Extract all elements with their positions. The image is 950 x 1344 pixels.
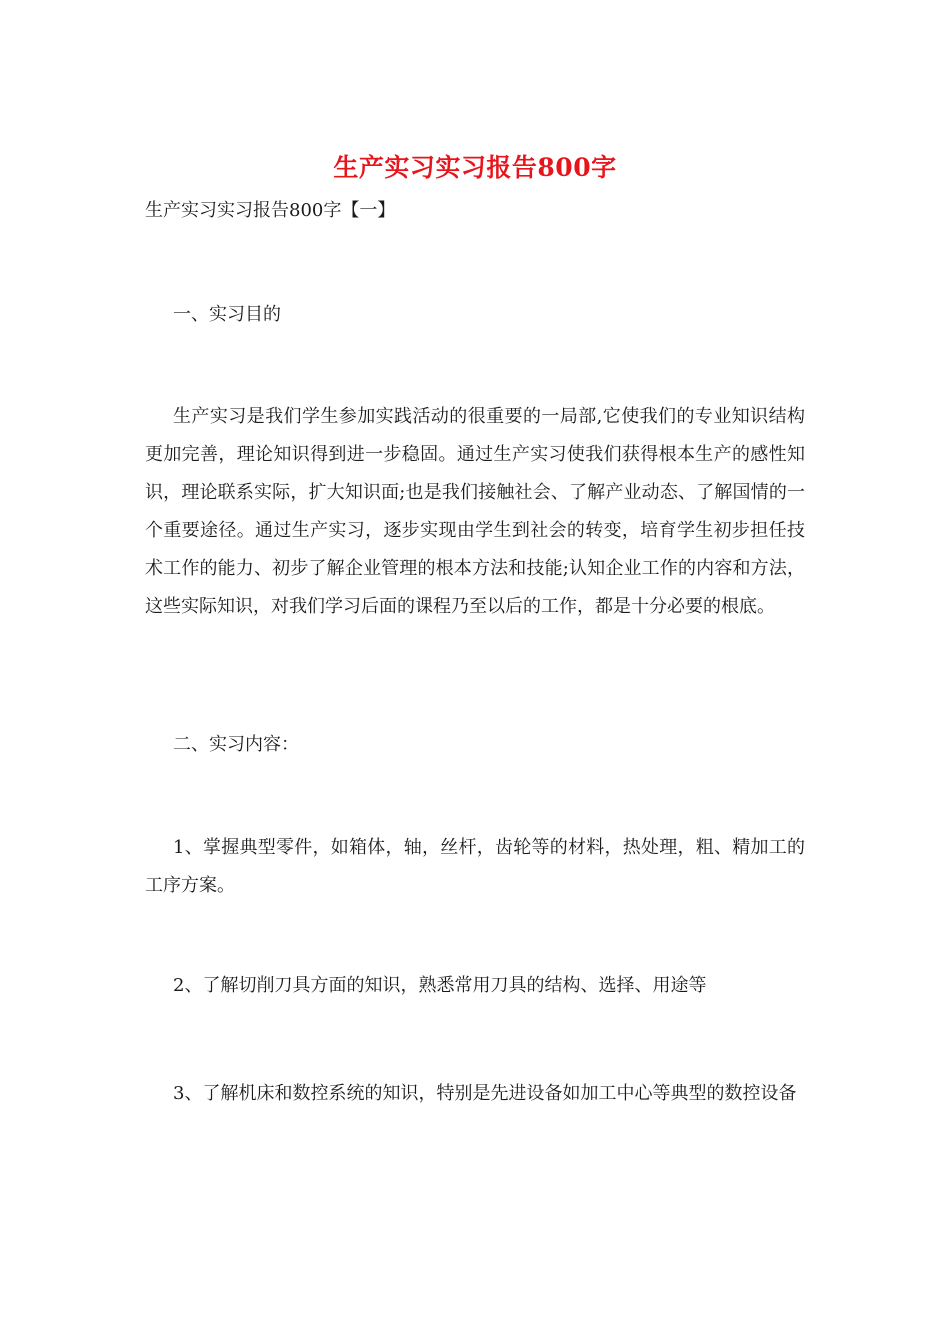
list-item: 1、掌握典型零件，如箱体，轴，丝杆，齿轮等的材料，热处理，粗、精加工的工序方案。 [145,837,805,896]
list-item: 2、了解切削刀具方面的知识，熟悉常用刀具的结构、选择、用途等 [173,975,707,996]
list-item: 3、了解机床和数控系统的知识，特别是先进设备如加工中心等典型的数控设备 [173,1083,797,1104]
section-heading-content: 二、实习内容： [173,734,299,755]
section-paragraph-purpose: 生产实习是我们学生参加实践活动的很重要的一局部,它使我们的专业知识结构更加完善，理论知识得到进一步稳固。通过生产实习使我们获得根本生产的感性知识，理论联系实际，扩大知识面;也是我们接触社会、了解产业动态、了解国情的一个重要途径。通过生产实习，逐步实现由学生到社会的转变，培育学生初步担任技术工作的能力、初步了解企业管理的根本方法和技能;认知企业工作的内容和方法，这些实际知识，对我们学习后面的课程乃至以后的工作，都是十分必要的根底。 [145,406,805,617]
document-subtitle: 生产实习实习报告800字【一】 [145,200,396,221]
section-heading-purpose: 一、实习目的 [173,304,281,325]
document-title: 生产实习实习报告800字 [333,153,617,182]
